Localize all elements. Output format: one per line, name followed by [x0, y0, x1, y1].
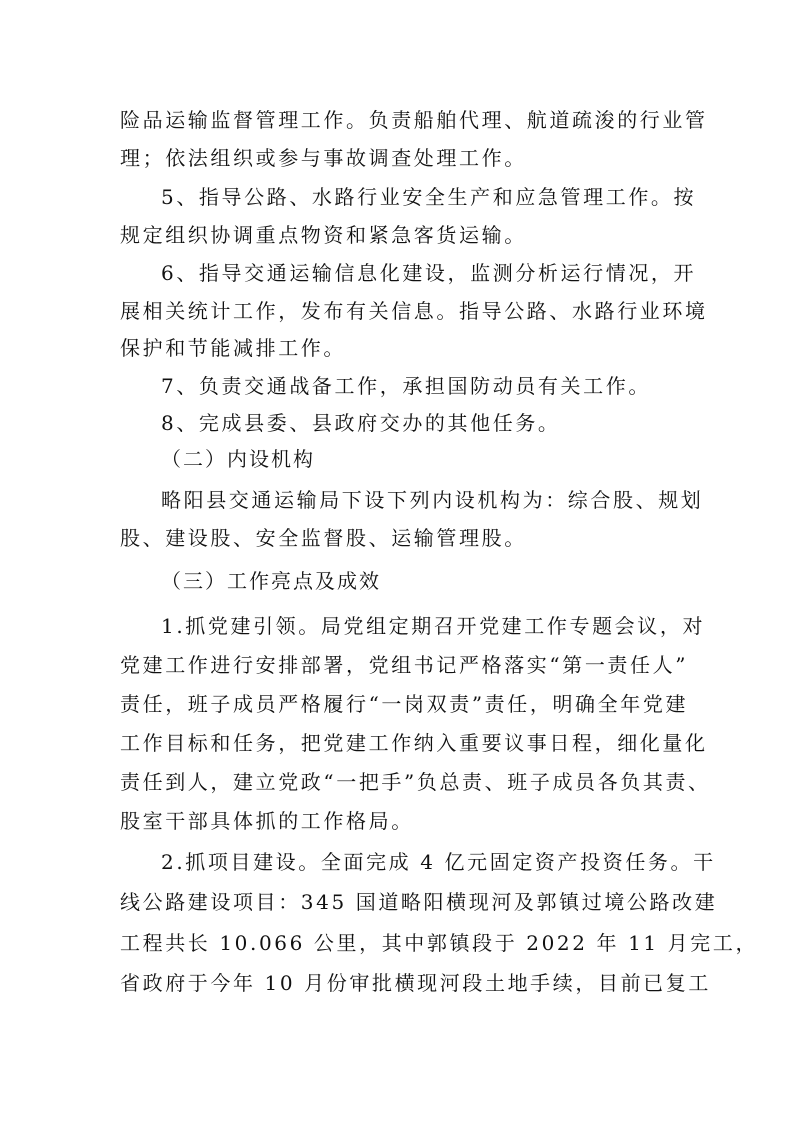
text-line: 责任，班子成员严格履行“一岗双责”责任，明确全年党建	[120, 692, 689, 716]
list-item-7: 7、负责交通战备工作，承担国防动员有关工作。	[161, 374, 651, 398]
text-line: 省政府于今年 10 月份审批横现河段土地手续，目前已复工	[120, 971, 711, 995]
list-item-6: 6、指导交通运输信息化建设，监测分析运行情况，开	[161, 261, 697, 285]
paragraph-start: 略阳县交通运输局下设下列内设机构为：综合股、规划	[161, 488, 704, 512]
text-line: 理；依法组织或参与事故调查处理工作。	[120, 146, 527, 170]
section-heading-highlights: （三）工作亮点及成效	[161, 569, 381, 593]
text-line: 工作目标和任务，把党建工作纳入重要议事日程，细化量化	[120, 731, 708, 755]
section-heading-internal-structure: （二）内设机构	[161, 447, 315, 471]
text-line: 险品运输监督管理工作。负责船舶代理、航道疏浚的行业管	[120, 108, 708, 132]
text-line: 工程共长 10.066 公里，其中郭镇段于 2022 年 11 月完工，	[120, 931, 759, 955]
list-item-project-construction: 2.抓项目建设。全面完成 4 亿元固定资产投资任务。干	[161, 850, 716, 874]
text-line: 规定组织协调重点物资和紧急客货运输。	[120, 223, 527, 247]
text-line: 股、建设股、安全监督股、运输管理股。	[120, 526, 527, 550]
text-line: 党建工作进行安排部署，党组书记严格落实“第一责任人”	[120, 653, 689, 677]
text-line: 展相关统计工作，发布有关信息。指导公路、水路行业环境	[120, 299, 708, 323]
text-line: 责任到人，建立党政“一把手”负总责、班子成员各负其责、	[120, 770, 711, 794]
text-line: 保护和节能减排工作。	[120, 336, 346, 360]
text-line: 线公路建设项目：345 国道略阳横现河及郭镇过境公路改建	[120, 890, 718, 914]
list-item-5: 5、指导公路、水路行业安全生产和应急管理工作。按	[161, 185, 697, 209]
text-line: 股室干部具体抓的工作格局。	[120, 809, 414, 833]
list-item-8: 8、完成县委、县政府交办的其他任务。	[161, 411, 561, 435]
list-item-party-building: 1.抓党建引领。局党组定期召开党建工作专题会议，对	[161, 614, 706, 638]
